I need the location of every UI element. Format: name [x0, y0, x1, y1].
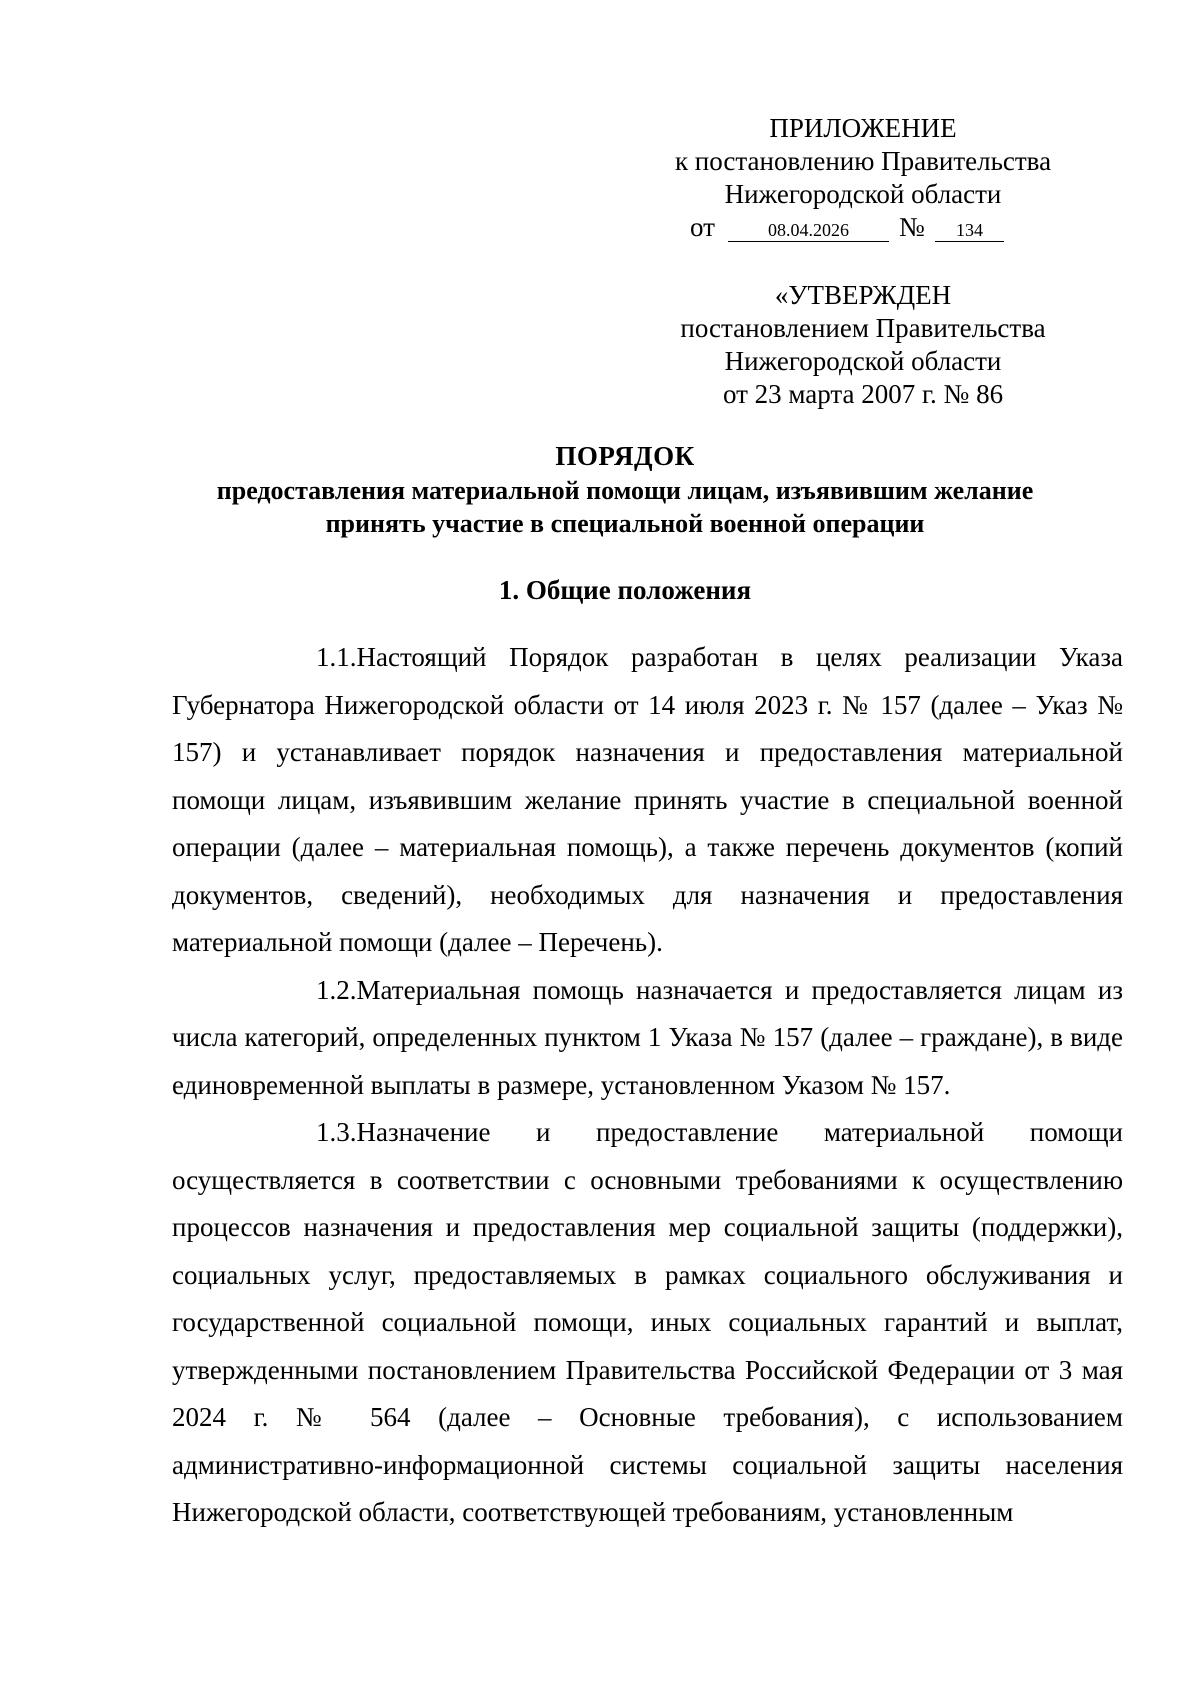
approved-line-4: от 23 марта 2007 г. № 86 — [722, 379, 1004, 409]
approved-line-2: постановлением Правительства — [680, 313, 1046, 343]
body-text — [172, 634, 1123, 1537]
appendix-title: ПРИЛОЖЕНИЕ — [769, 113, 957, 143]
appendix-line-2: Нижегородской области — [724, 179, 1002, 209]
appendix-line-1: к постановлению Правительства — [674, 146, 1052, 176]
section-heading: 1. Общие положения — [498, 575, 752, 605]
date-prefix: от — [690, 212, 715, 242]
approved-line-3: Нижегородской области — [724, 346, 1002, 376]
approved-line-1: «УТВЕРЖДЕН — [774, 280, 952, 310]
date-field: 08.04.2026 — [728, 211, 889, 242]
paragraph-text: Настоящий Порядок разработан в целях реализации Указа Губернатора Нижегородской области от 14 июля 2023 г. № 157 (далее – Указ № 157) и устанавливает порядок назначения и предоставления материальной помощи лицам, изъявившим желание принять участие в специальной военной операции (далее – материальная помощь), а также перечень документов (копий документов, сведений), необходимых для назначения и предоставления материальной помощи (далее – Перечень). — [172, 642, 1123, 957]
title-sub-1: предоставления материальной помощи лицам, изъявившим желание — [216, 476, 1034, 505]
paragraph-number: 1.3. — [316, 1117, 357, 1147]
paragraph-number: 1.1. — [316, 642, 357, 672]
paragraph-text: Материальная помощь назначается и предоставляется лицам из числа категорий, определенных пунктом 1 Указа № 157 (далее – граждане), в виде единовременной выплаты в размере, установленном Указом № 157. — [172, 974, 1123, 1100]
appendix-date-line — [648, 211, 1078, 244]
appendix-header — [648, 112, 1078, 244]
paragraph-text: Назначение и предоставление материальной помощи осуществляется в соответствии с основными требованиями к осуществлению процессов назначения и предоставления мер социальной защиты (поддержки), социальных услуг, предоставляемых в рамках социального обслуживания и государственной социальной помощи, иных социальных гарантий и выплат, утвержденными постановлением Правительства Российской Федерации от 3 мая 2024 г. № 564 (далее – Основные требования), с использованием административно-информационной системы социальной защиты населения Нижегородской области, соответствующей требованиям, установленным — [172, 1117, 1123, 1527]
approved-block — [648, 279, 1078, 411]
document-title — [150, 440, 1100, 540]
title-main: ПОРЯДОК — [555, 441, 695, 471]
paragraph-1-2 — [172, 967, 1123, 1110]
paragraph-1-1 — [172, 634, 1123, 967]
number-field: 134 — [935, 211, 1004, 242]
paragraph-number: 1.2. — [316, 974, 357, 1005]
title-sub-2: принять участие в специальной военной операции — [325, 509, 925, 538]
number-prefix: № — [899, 212, 925, 242]
paragraph-1-3 — [172, 1109, 1123, 1537]
